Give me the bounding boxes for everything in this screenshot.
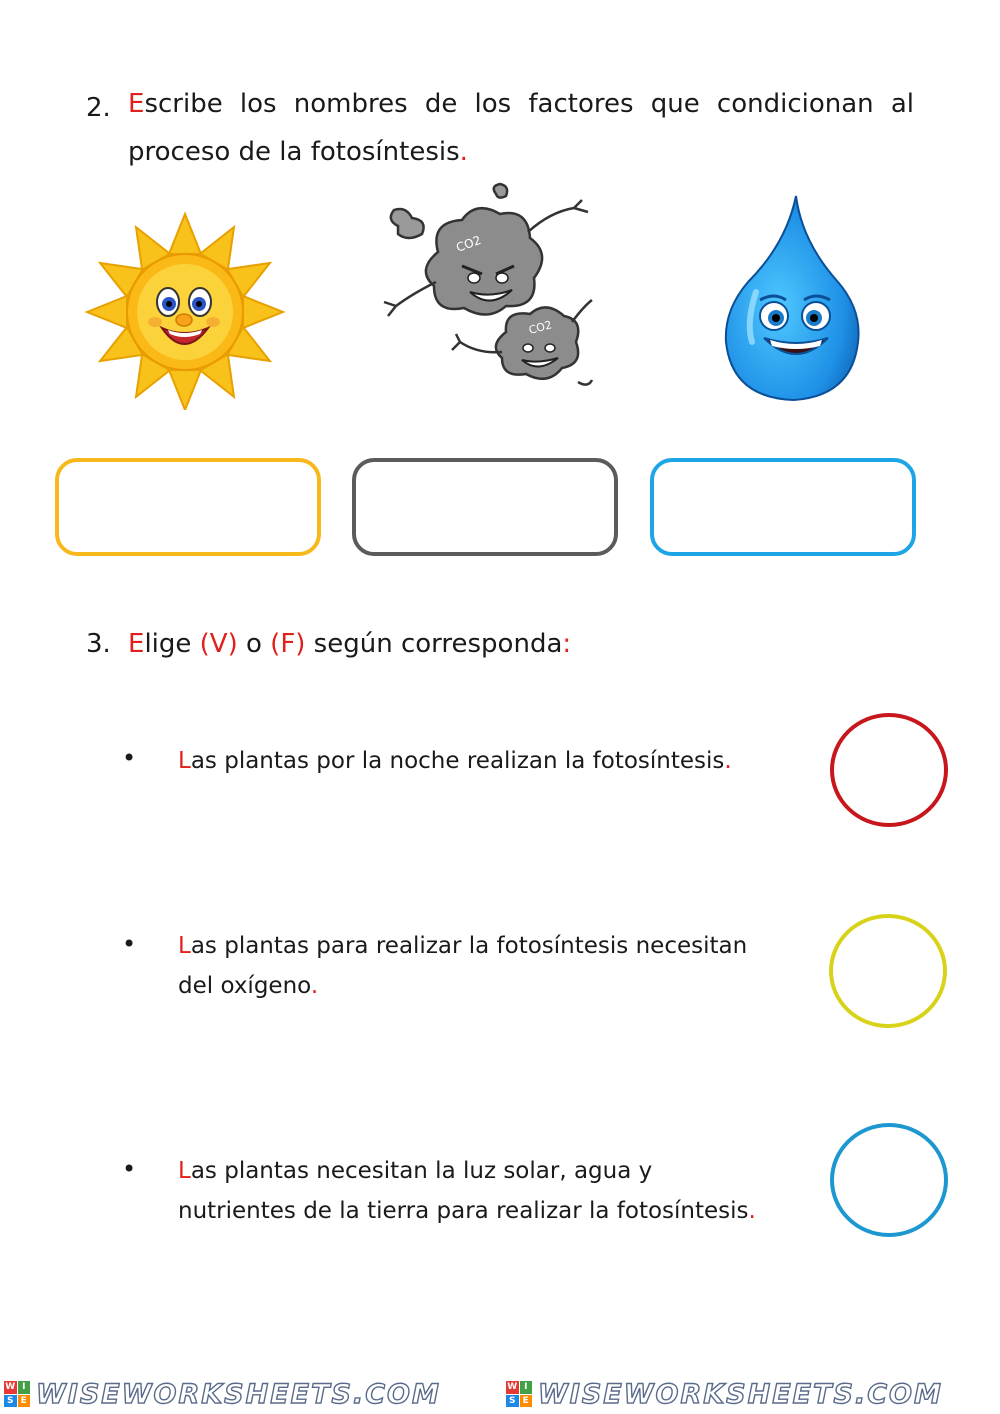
statement-2-text-1: as plantas para realizar la fotosíntesis necesitan	[190, 933, 748, 959]
question-3-text	[128, 620, 571, 668]
question-2-line-2	[128, 128, 468, 176]
footer-logo-text-1: WISEWORKSHEETS.COM	[36, 1378, 441, 1410]
water-drop-illustration	[722, 192, 862, 406]
question-3-text-b: o	[237, 629, 271, 659]
statement-2-text-2: del oxígeno	[178, 973, 311, 999]
false-option-label: (F)	[270, 629, 306, 659]
sun-illustration	[80, 210, 290, 410]
statement-2-bullet: •	[122, 930, 137, 958]
statement-3-line-2	[178, 1191, 828, 1231]
footer-logo-1	[4, 1378, 441, 1410]
answer-box-co2[interactable]	[352, 458, 618, 556]
wiseworksheets-logo-icon: W I S E	[506, 1381, 532, 1407]
answer-box-sun[interactable]	[55, 458, 321, 556]
statement-2-first-letter: L	[178, 933, 191, 959]
co2-label-1: CO2	[454, 232, 483, 255]
statement-3-text-2: nutrientes de la tierra para realizar la fotosíntesis	[178, 1198, 749, 1224]
statement-3-text-1: as plantas necesitan la luz solar, agua y	[190, 1158, 653, 1184]
sun-rays-icon	[87, 214, 283, 410]
question-2-line-1	[128, 80, 914, 128]
statement-1-period: .	[724, 748, 732, 774]
statement-3	[178, 1151, 828, 1231]
wiseworksheets-logo-icon: W I S E	[4, 1381, 30, 1407]
question-2-period: .	[459, 137, 468, 167]
statement-3-line-1	[178, 1151, 828, 1191]
statement-3-period: .	[748, 1198, 756, 1224]
statement-1-first-letter: L	[178, 748, 191, 774]
footer-logo-2	[506, 1378, 943, 1410]
water-drop-icon	[726, 196, 859, 400]
question-2-line-2-text: proceso de la fotosíntesis	[128, 137, 460, 167]
answer-box-water[interactable]	[650, 458, 916, 556]
question-3-text-c: según corresponda	[305, 629, 563, 659]
answer-circle-3[interactable]	[830, 1123, 948, 1237]
question-3-first-letter: E	[128, 629, 145, 659]
statement-2-line-2	[178, 966, 818, 1006]
answer-circle-1[interactable]	[830, 713, 948, 827]
question-2-first-letter: E	[128, 89, 145, 119]
statement-1	[178, 741, 818, 781]
statement-3-first-letter: L	[178, 1158, 191, 1184]
statement-1-bullet: •	[122, 744, 137, 772]
question-3-colon: :	[562, 629, 572, 659]
question-3-number: 3.	[86, 629, 111, 659]
statement-1-text: as plantas por la noche realizan la fotosíntesis	[190, 748, 725, 774]
statement-2-line-1	[178, 926, 818, 966]
statement-2-period: .	[310, 973, 319, 999]
co2-label-2: CO2	[527, 318, 554, 337]
footer-logo-text-2: WISEWORKSHEETS.COM	[538, 1378, 943, 1410]
answer-circle-2[interactable]	[829, 914, 947, 1028]
statement-2	[178, 926, 818, 1006]
co2-clouds-illustration	[378, 182, 598, 398]
question-2-line-1-rest: scribe los nombres de los factores que condicionan al	[144, 89, 914, 119]
question-2-number: 2.	[86, 93, 111, 123]
true-option-label: (V)	[199, 629, 238, 659]
statement-3-bullet: •	[122, 1155, 137, 1183]
question-3-text-a: lige	[144, 629, 200, 659]
